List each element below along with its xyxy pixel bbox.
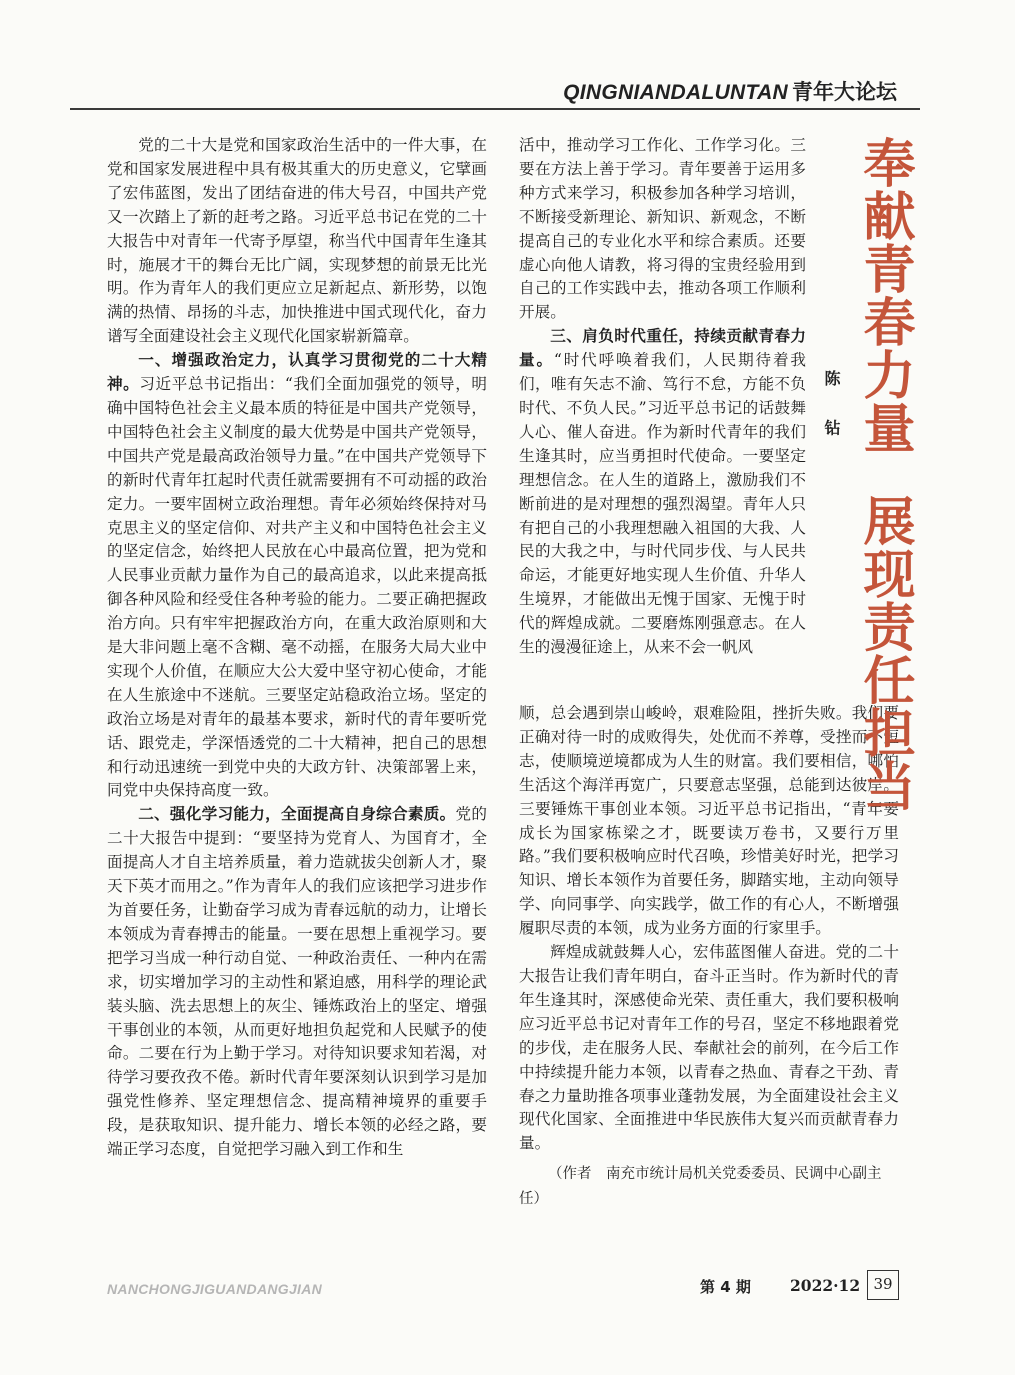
section-three-heading: 三、肩负时代重任，持续贡献青春力量。 xyxy=(519,327,806,370)
footer-issue xyxy=(700,1276,751,1297)
section-three-body: “时代呼唤着我们，人民期待着我们，唯有矢志不渝、笃行不怠，方能不负时代、不负人民。”习近平总书记的话鼓舞人心、催人奋进。作为新时代青年的我们生逢其时，应当勇担时代使命。一要坚定理想信念。在人生的道路上，激励我们不断前进的是对理想的强烈渴望。青年人只有把自己的小我理想融入祖国的大我、人民的大我之中，与时代同步伐、与人民共命运，才能更好地实现人生价值、升华人生境界，才能做出无愧于国家、无愧于时代的辉煌成就。二要磨炼刚强意志。在人生的漫漫征途上，从来不会一帆风 xyxy=(519,351,806,657)
section-two-paragraph xyxy=(107,803,487,1162)
intro-paragraph: 党的二十大是党和国家政治生活中的一件大事，在党和国家发展进程中具有极其重大的历史意义，它擘画了宏伟蓝图，发出了团结奋进的伟大号召，中国共产党又一次踏上了新的赶考之路。习近平总书记在党的二十大报告中对青年一代寄予厚望，称当代中国青年生逢其时，施展才干的舞台无比广阔，实现梦想的前景无比光明。作为青年人的我们更应立足新起点、新形势，以饱满的热情、昂扬的斗志，加快推进中国式现代化，奋力谱写全面建设社会主义现代化国家崭新篇章。 xyxy=(107,136,487,346)
left-column xyxy=(107,134,487,1162)
title-line-2: 展现责任担当 xyxy=(854,494,914,812)
section-one-body: 习近平总书记指出：“我们全面加强党的领导，明确中国特色社会主义最本质的特征是中国共产党领导，中国特色社会主义制度的最大优势是中国共产党领导，中国共产党是最高政治领导力量。”在中国共产党领导下的新时代青年扛起时代责任就需要拥有不可动摇的政治定力。一要牢固树立政治理想。青年必须始终保持对马克思主义的坚定信仰、对共产主义和中国特色社会主义的坚定信念，始终把人民放在心中最高位置，把为党和人民事业贡献力量作为自己的最高追求，以此来提高抵御各种风险和经受住各种考验的能力。二要正确把握政治方向。只有牢牢把握政治方向，在重大政治原则和大是大非问题上毫不含糊、毫不动摇，在服务大局大业中实现个人价值，在顺应大公大爱中坚守初心使命，才能在人生旅途中不迷航。三要坚定站稳政治立场。坚定的政治立场是对青年的最基本要求，新时代的青年要听党话、跟党走，学深悟透党的二十大精神，把自己的思想和行动迅速统一到党中央的大政方针、决策部署上来，同党中央保持高度一致。 xyxy=(107,375,487,800)
footer-date: 2022·12 xyxy=(790,1276,861,1295)
author-name: 陈 钻 xyxy=(822,370,841,450)
conclusion-paragraph: 辉煌成就鼓舞人心，宏伟蓝图催人奋进。党的二十大报告让我们青年明白，奋斗正当时。作为新时代的青年生逢其时，深感使命光荣、责任重大，我们要积极响应习近平总书记对青年工作的号召，坚定不移地跟着党的步伐，走在服务人民、奉献社会的前列，在今后工作中持续提升能力本领，以青春之热血、青春之干劲、青春之力量助推各项事业蓬勃发展，为全面建设社会主义现代化国家、全面推进中华民族伟大复兴而贡献青春力量。 xyxy=(519,943,899,1153)
footer-journal-name: NANCHONGJIGUANDANGJIAN xyxy=(107,1281,323,1297)
page-number: 39 xyxy=(867,1270,899,1300)
section-two-continued: 活中，推动学习工作化、工作学习化。三要在方法上善于学习。青年要善于运用多种方式来学习，积极参加各种学习培训，不断接受新理论、新知识、新观念，不断提高自己的专业化水平和综合素质。还要虚心向他人请教，将习得的宝贵经验用到自己的工作实践中去，推动各项工作顺利开展。 xyxy=(519,136,806,322)
title-line-1: 奉献青春力量 xyxy=(854,136,914,454)
issue-label: 第 4 期 xyxy=(700,1278,751,1296)
right-column-bottom xyxy=(519,702,899,1212)
author-note: （作者 南充市统计局机关党委委员、民调中心副主任） xyxy=(519,1166,882,1208)
section-one-heading: 一、增强政治定力，认真学习贯彻党的二十大精神。 xyxy=(107,351,487,394)
section-three-continued: 顺，总会遇到崇山峻岭，艰难险阻，挫折失败。我们要正确对待一时的成败得失，处优而不养尊，受挫而不短志，使顺境逆境都成为人生的财富。我们要相信，哪怕生活这个海洋再宽广，只要意志坚强，总能到达彼岸。三要锤炼干事创业本领。习近平总书记指出，“青年要成长为国家栋梁之才，既要读万卷书，又要行万里路。”我们要积极响应时代召唤，珍惜美好时光，把学习知识、增长本领作为首要任务，脚踏实地，主动向领导学、向同事学、向实践学，做工作的有心人，不断增强履职尽责的本领，成为业务方面的行家里手。 xyxy=(519,704,899,938)
header-column-name: 青年大论坛 xyxy=(792,80,897,104)
section-two-heading: 二、强化学习能力，全面提高自身综合素质。 xyxy=(138,805,456,824)
header-latin: QINGNIANDALUNTAN xyxy=(563,81,788,104)
running-header xyxy=(563,76,897,106)
section-one-paragraph xyxy=(107,349,487,803)
header-rule xyxy=(70,108,920,110)
right-column-top xyxy=(519,134,806,660)
article-title xyxy=(853,136,915,812)
section-three-paragraph xyxy=(519,325,806,660)
section-two-body: 党的二十大报告中提到：“要坚持为党育人、为国育才，全面提高人才自主培养质量，着力造就拔尖创新人才，聚天下英才而用之。”作为青年人的我们应该把学习进步作为首要任务，让勤奋学习成为青春远航的动力，让增长本领成为青春搏击的能量。一要在思想上重视学习。要把学习当成一种行动自觉、一种政治责任、一种内在需求，切实增加学习的主动性和紧迫感，用科学的理论武装头脑、洗去思想上的灰尘、锤炼政治上的坚定、增强干事创业的本领，从而更好地担负起党和人民赋予的使命。二要在行为上勤于学习。对待知识要求知若渴，对待学习要孜孜不倦。新时代青年要深刻认识到学习是加强党性修养、坚定理想信念、提高精神境界的重要手段，是获取知识、提升能力、增长本领的必经之路，要端正学习态度，自觉把学习融入到工作和生 xyxy=(107,805,487,1159)
